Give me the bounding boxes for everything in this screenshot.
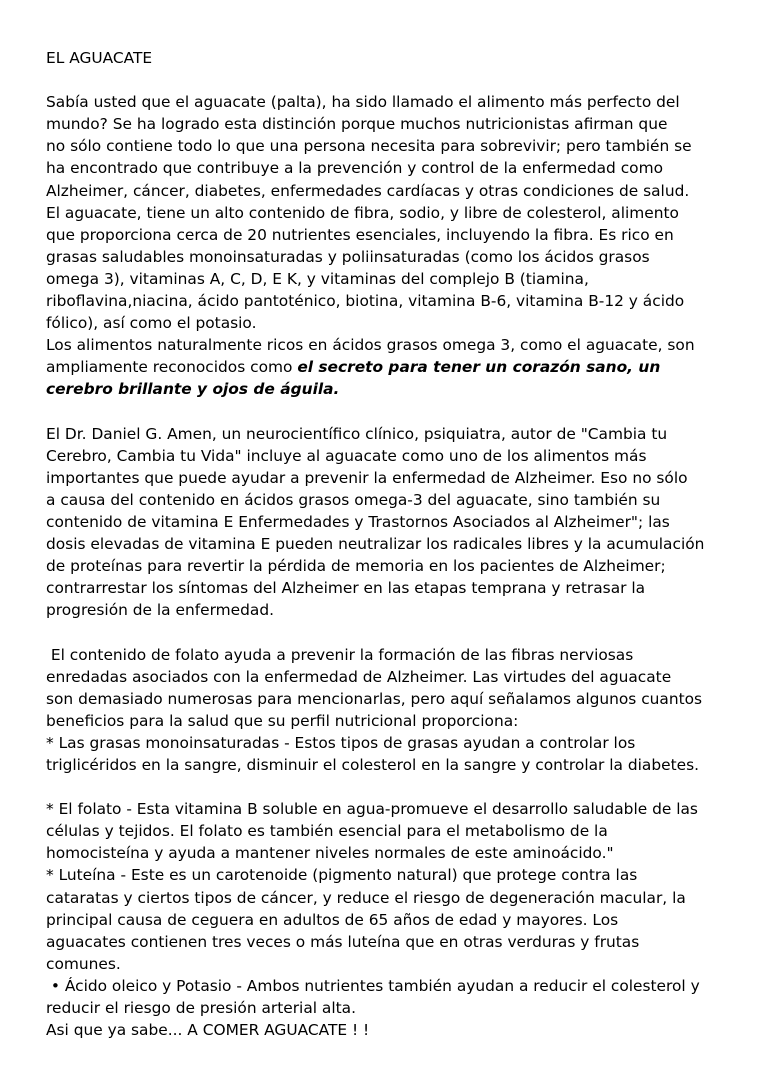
spacer	[46, 401, 736, 423]
text-line: ha encontrado que contribuye a la prevención y control de la enfermedad como	[46, 159, 663, 178]
text-line: son demasiado numerosas para mencionarlas, pero aquí señalamos algunos cuantos	[46, 689, 703, 708]
spacer	[46, 621, 736, 643]
text-line: aguacates contienen tres veces o más luteína que en otras verduras y frutas	[46, 932, 640, 951]
text-line: beneficios para la salud que su perfil nutricional proporciona:	[46, 711, 519, 730]
text-line: de proteínas para revertir la pérdida de memoria en los pacientes de Alzheimer;	[46, 557, 666, 576]
document-page	[46, 47, 736, 1041]
closing-line: Asi que ya sabe... A COMER AGUACATE ! !	[46, 1021, 370, 1040]
document-title: EL AGUACATE	[46, 49, 153, 67]
text-line: reducir el riesgo de presión arterial alta.	[46, 999, 356, 1018]
text-line: a causa del contenido en ácidos grasos omega-3 del aguacate, sino también su	[46, 490, 661, 509]
text-line: homocisteína y ayuda a mantener niveles normales de este aminoácido."	[46, 844, 614, 863]
paragraph-intro	[46, 91, 736, 400]
text-line: Cerebro, Cambia tu Vida" incluye al aguacate como uno de los alimentos más	[46, 446, 647, 465]
text-line: comunes.	[46, 954, 121, 973]
text-line: El Dr. Daniel G. Amen, un neurocientífico clínico, psiquiatra, autor de "Cambia tu	[46, 424, 668, 443]
paragraph-benefits	[46, 798, 736, 1041]
text-line: omega 3), vitaminas A, C, D, E K, y vitaminas del complejo B (tiamina,	[46, 269, 589, 288]
text-line: El contenido de folato ayuda a prevenir la formación de las fibras nerviosas	[46, 645, 634, 664]
text-line: El aguacate, tiene un alto contenido de fibra, sodio, y libre de colesterol, alimento	[46, 203, 679, 222]
text-line	[46, 378, 736, 400]
text-line: células y tejidos. El folato es también esencial para el metabolismo de la	[46, 822, 608, 841]
text-line: fólico), así como el potasio.	[46, 314, 257, 333]
paragraph-folato	[46, 644, 736, 777]
text-line: contenido de vitamina E Enfermedades y Trastornos Asociados al Alzheimer"; las	[46, 512, 670, 531]
emphasis-text: el secreto para tener un corazón sano, un	[297, 358, 661, 377]
list-item: * Las grasas monoinsaturadas - Estos tipos de grasas ayudan a controlar los	[46, 733, 636, 752]
text-line: riboflavina,niacina, ácido pantoténico, biotina, vitamina B-6, vitamina B-12 y ácido	[46, 292, 685, 311]
spacer	[46, 776, 736, 798]
text-line: contrarrestar los síntomas del Alzheimer en las etapas temprana y retrasar la	[46, 579, 646, 598]
text-line	[46, 356, 736, 378]
text-line: que proporciona cerca de 20 nutrientes esenciales, incluyendo la fibra. Es rico en	[46, 225, 674, 244]
text-line: progresión de la enfermedad.	[46, 601, 274, 620]
text-line: Los alimentos naturalmente ricos en ácidos grasos omega 3, como el aguacate, son	[46, 336, 695, 355]
text-line: mundo? Se ha logrado esta distinción porque muchos nutricionistas afirman que	[46, 115, 668, 134]
text-line: importantes que puede ayudar a prevenir la enfermedad de Alzheimer. Eso no sólo	[46, 468, 688, 487]
list-item: * Luteína - Este es un carotenoide (pigmento natural) que protege contra las	[46, 866, 638, 885]
text-span: ampliamente reconocidos como	[46, 358, 298, 377]
spacer	[46, 69, 736, 91]
text-line: cataratas y ciertos tipos de cáncer, y reduce el riesgo de degeneración macular, la	[46, 888, 686, 907]
list-item: • Ácido oleico y Potasio - Ambos nutrientes también ayudan a reducir el colesterol y	[46, 976, 700, 995]
text-line: triglicéridos en la sangre, disminuir el colesterol en la sangre y controlar la diabetes.	[46, 756, 699, 774]
text-line: enredadas asociados con la enfermedad de Alzheimer. Las virtudes del aguacate	[46, 667, 672, 686]
text-line: Alzheimer, cáncer, diabetes, enfermedades cardíacas y otras condiciones de salud.	[46, 181, 690, 200]
text-line: principal causa de ceguera en adultos de 65 años de edad y mayores. Los	[46, 910, 619, 929]
text-line: dosis elevadas de vitamina E pueden neutralizar los radicales libres y la acumulación	[46, 535, 705, 554]
emphasis-text: cerebro brillante y ojos de águila.	[46, 380, 340, 399]
text-line: no sólo contiene todo lo que una persona necesita para sobrevivir; pero también se	[46, 137, 692, 156]
text-line: Sabía usted que el aguacate (palta), ha sido llamado el alimento más perfecto del	[46, 93, 680, 112]
text-line: grasas saludables monoinsaturadas y poliinsaturadas (como los ácidos grasos	[46, 247, 650, 266]
paragraph-amen	[46, 423, 736, 622]
list-item: * El folato - Esta vitamina B soluble en agua-promueve el desarrollo saludable de las	[46, 800, 698, 819]
